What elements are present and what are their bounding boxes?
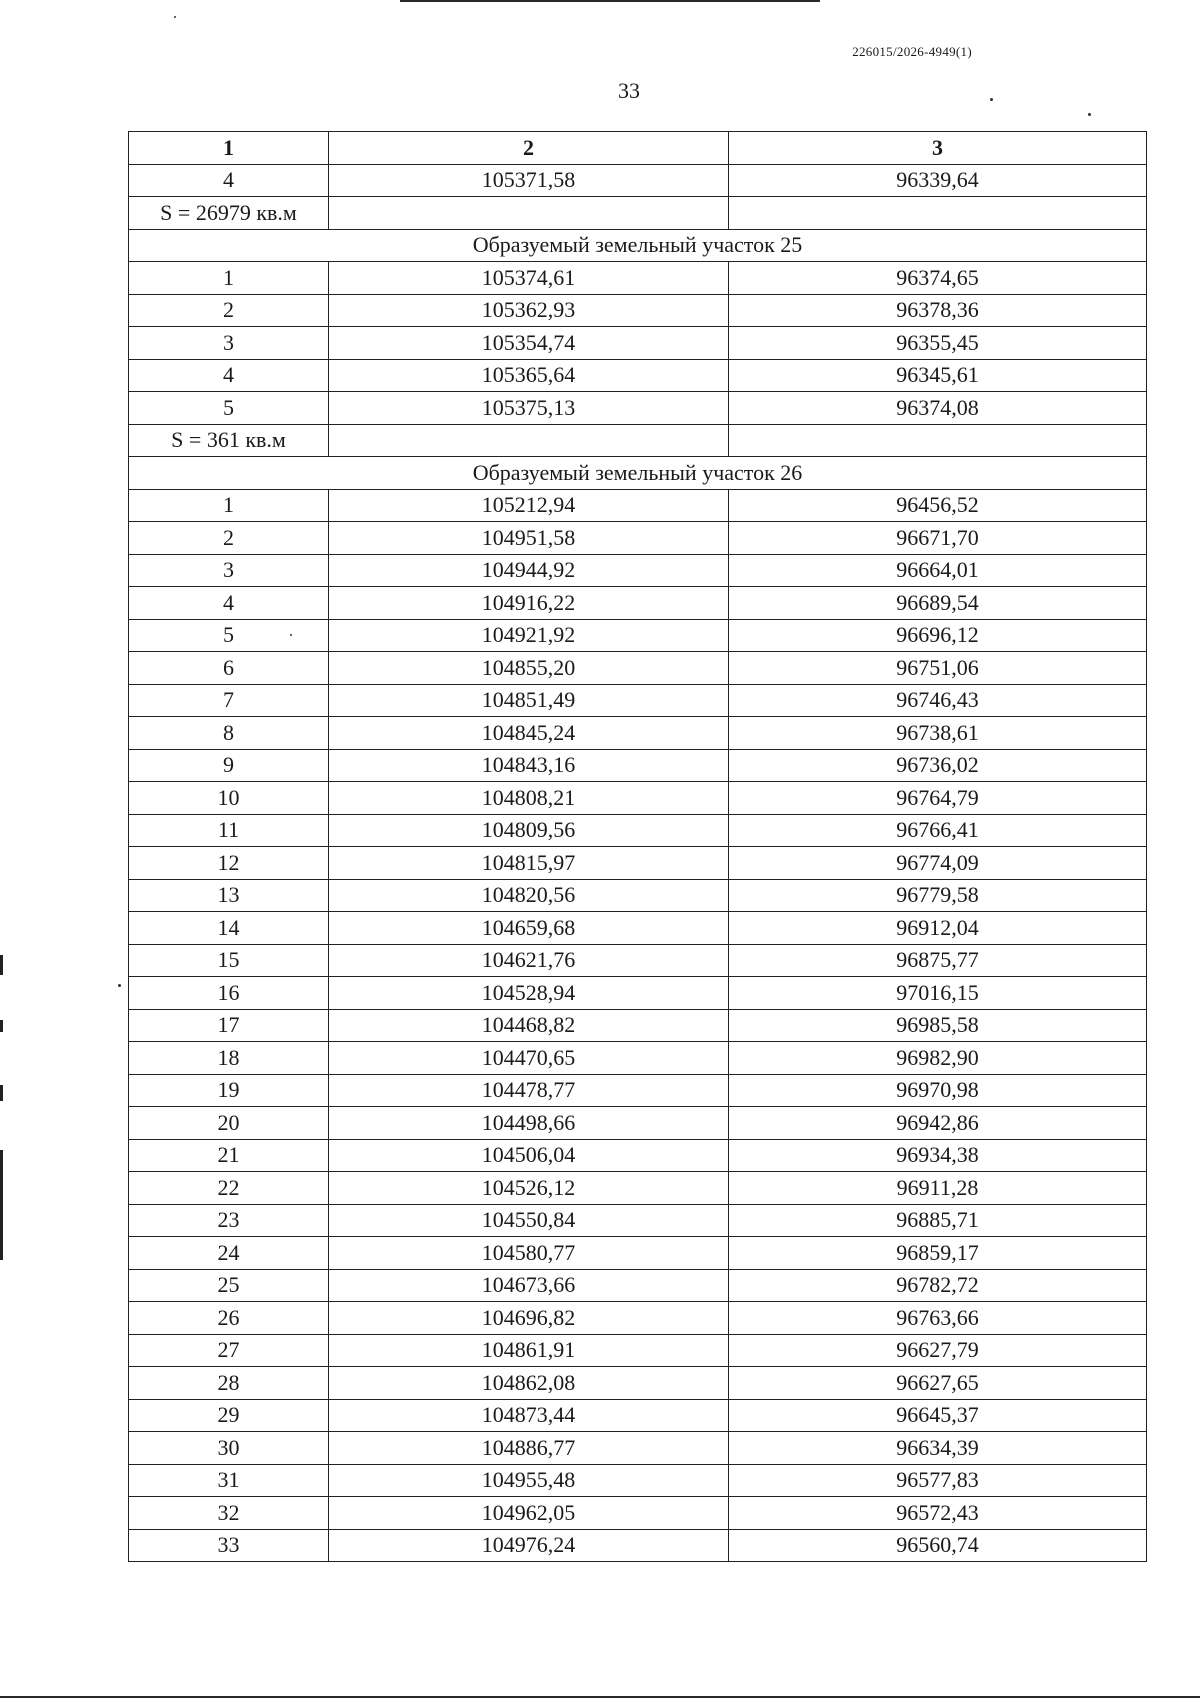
x-coordinate-cell: 104809,56: [329, 814, 729, 847]
y-coordinate-cell: 96738,61: [729, 717, 1147, 750]
table-row: [129, 1302, 1147, 1335]
bottom-border-line: [0, 1696, 1200, 1698]
scan-speck: [990, 98, 993, 101]
y-coordinate-cell: 96378,36: [729, 294, 1147, 327]
area-cell: S = 361 кв.м: [129, 424, 329, 457]
area-cell: S = 26979 кв.м: [129, 197, 329, 230]
x-coordinate-cell: 105371,58: [329, 164, 729, 197]
point-number-cell: 22: [129, 1172, 329, 1205]
scan-margin-mark: [0, 1085, 3, 1101]
x-coordinate-cell: 104478,77: [329, 1074, 729, 1107]
x-coordinate-cell: 104526,12: [329, 1172, 729, 1205]
column-header: 1: [129, 132, 329, 165]
point-number-cell: 14: [129, 912, 329, 945]
x-coordinate-cell: 104944,92: [329, 554, 729, 587]
table-header-row: [129, 132, 1147, 165]
table-row: [129, 717, 1147, 750]
table-row: [129, 1107, 1147, 1140]
y-coordinate-cell: 96345,61: [729, 359, 1147, 392]
x-coordinate-cell: 104696,82: [329, 1302, 729, 1335]
table-row: [129, 944, 1147, 977]
y-coordinate-cell: 96764,79: [729, 782, 1147, 815]
y-coordinate-cell: 96859,17: [729, 1237, 1147, 1270]
point-number-cell: 16: [129, 977, 329, 1010]
y-coordinate-cell: 96985,58: [729, 1009, 1147, 1042]
x-coordinate-cell: 104951,58: [329, 522, 729, 555]
table-row: [129, 587, 1147, 620]
point-number-cell: 30: [129, 1432, 329, 1465]
point-number-cell: 5: [129, 619, 329, 652]
table-row: [129, 619, 1147, 652]
point-number-cell: 10: [129, 782, 329, 815]
scan-margin-mark: [0, 1020, 3, 1032]
x-coordinate-cell: 104873,44: [329, 1399, 729, 1432]
y-coordinate-cell: 96689,54: [729, 587, 1147, 620]
x-coordinate-cell: 104815,97: [329, 847, 729, 880]
top-border-line: [400, 0, 820, 2]
point-number-cell: 12: [129, 847, 329, 880]
point-number-cell: 11: [129, 814, 329, 847]
empty-cell: [729, 197, 1147, 230]
y-coordinate-cell: 96766,41: [729, 814, 1147, 847]
y-coordinate-cell: 96374,08: [729, 392, 1147, 425]
table-row: [129, 1464, 1147, 1497]
y-coordinate-cell: 96970,98: [729, 1074, 1147, 1107]
point-number-cell: 18: [129, 1042, 329, 1075]
coordinates-table: [128, 131, 1147, 1562]
x-coordinate-cell: 104962,05: [329, 1497, 729, 1530]
y-coordinate-cell: 96736,02: [729, 749, 1147, 782]
point-number-cell: 2: [129, 522, 329, 555]
point-number-cell: 23: [129, 1204, 329, 1237]
x-coordinate-cell: 104470,65: [329, 1042, 729, 1075]
x-coordinate-cell: 104862,08: [329, 1367, 729, 1400]
point-number-cell: 8: [129, 717, 329, 750]
x-coordinate-cell: 104550,84: [329, 1204, 729, 1237]
x-coordinate-cell: 105362,93: [329, 294, 729, 327]
y-coordinate-cell: 96696,12: [729, 619, 1147, 652]
y-coordinate-cell: 96374,65: [729, 262, 1147, 295]
y-coordinate-cell: 96782,72: [729, 1269, 1147, 1302]
y-coordinate-cell: 96627,79: [729, 1334, 1147, 1367]
y-coordinate-cell: 96572,43: [729, 1497, 1147, 1530]
table-row: [129, 1367, 1147, 1400]
x-coordinate-cell: 104506,04: [329, 1139, 729, 1172]
empty-cell: [329, 424, 729, 457]
table-row: [129, 684, 1147, 717]
x-coordinate-cell: 104468,82: [329, 1009, 729, 1042]
section-title: Образуемый земельный участок 26: [129, 457, 1147, 490]
table-row: [129, 652, 1147, 685]
x-coordinate-cell: 104976,24: [329, 1529, 729, 1562]
point-number-cell: 5: [129, 392, 329, 425]
table-row: [129, 1042, 1147, 1075]
y-coordinate-cell: 96912,04: [729, 912, 1147, 945]
area-row: [129, 424, 1147, 457]
y-coordinate-cell: 96746,43: [729, 684, 1147, 717]
y-coordinate-cell: 96339,64: [729, 164, 1147, 197]
y-coordinate-cell: 96627,65: [729, 1367, 1147, 1400]
table-row: [129, 1009, 1147, 1042]
point-number-cell: 25: [129, 1269, 329, 1302]
point-number-cell: 24: [129, 1237, 329, 1270]
table-row: [129, 1497, 1147, 1530]
y-coordinate-cell: 97016,15: [729, 977, 1147, 1010]
table-row: [129, 164, 1147, 197]
x-coordinate-cell: 104921,92: [329, 619, 729, 652]
table-row: [129, 1529, 1147, 1562]
point-number-cell: 2: [129, 294, 329, 327]
x-coordinate-cell: 104528,94: [329, 977, 729, 1010]
point-number-cell: 13: [129, 879, 329, 912]
point-number-cell: 9: [129, 749, 329, 782]
y-coordinate-cell: 96885,71: [729, 1204, 1147, 1237]
section-title: Образуемый земельный участок 25: [129, 229, 1147, 262]
point-number-cell: 4: [129, 587, 329, 620]
y-coordinate-cell: 96645,37: [729, 1399, 1147, 1432]
scan-margin-mark: [0, 955, 3, 975]
area-row: [129, 197, 1147, 230]
y-coordinate-cell: 96911,28: [729, 1172, 1147, 1205]
table-row: [129, 879, 1147, 912]
table-row: [129, 912, 1147, 945]
y-coordinate-cell: 96355,45: [729, 327, 1147, 360]
point-number-cell: 3: [129, 554, 329, 587]
point-number-cell: 27: [129, 1334, 329, 1367]
x-coordinate-cell: 105374,61: [329, 262, 729, 295]
y-coordinate-cell: 96875,77: [729, 944, 1147, 977]
table-row: [129, 1269, 1147, 1302]
point-number-cell: 32: [129, 1497, 329, 1530]
y-coordinate-cell: 96664,01: [729, 554, 1147, 587]
point-number-cell: 33: [129, 1529, 329, 1562]
point-number-cell: 29: [129, 1399, 329, 1432]
table-row: [129, 782, 1147, 815]
point-number-cell: 15: [129, 944, 329, 977]
x-coordinate-cell: 104808,21: [329, 782, 729, 815]
point-number-cell: 6: [129, 652, 329, 685]
empty-cell: [329, 197, 729, 230]
x-coordinate-cell: 104843,16: [329, 749, 729, 782]
x-coordinate-cell: 105212,94: [329, 489, 729, 522]
point-number-cell: 17: [129, 1009, 329, 1042]
point-number-cell: 19: [129, 1074, 329, 1107]
section-title-row: [129, 457, 1147, 490]
column-header: 2: [329, 132, 729, 165]
point-number-cell: 7: [129, 684, 329, 717]
x-coordinate-cell: 104916,22: [329, 587, 729, 620]
table-row: [129, 1432, 1147, 1465]
y-coordinate-cell: 96982,90: [729, 1042, 1147, 1075]
x-coordinate-cell: 104955,48: [329, 1464, 729, 1497]
document-number: 226015/2026-4949(1): [852, 44, 972, 59]
x-coordinate-cell: 104498,66: [329, 1107, 729, 1140]
y-coordinate-cell: 96751,06: [729, 652, 1147, 685]
point-number-cell: 31: [129, 1464, 329, 1497]
table-row: [129, 749, 1147, 782]
y-coordinate-cell: 96779,58: [729, 879, 1147, 912]
x-coordinate-cell: 104845,24: [329, 717, 729, 750]
y-coordinate-cell: 96456,52: [729, 489, 1147, 522]
table-row: [129, 1334, 1147, 1367]
x-coordinate-cell: 105365,64: [329, 359, 729, 392]
empty-cell: [729, 424, 1147, 457]
y-coordinate-cell: 96934,38: [729, 1139, 1147, 1172]
table-body: [129, 164, 1147, 1562]
point-number-cell: 1: [129, 262, 329, 295]
x-coordinate-cell: 104673,66: [329, 1269, 729, 1302]
y-coordinate-cell: 96671,70: [729, 522, 1147, 555]
table-row: [129, 359, 1147, 392]
page-number: 33: [618, 78, 640, 103]
table-row: [129, 1237, 1147, 1270]
x-coordinate-cell: 104820,56: [329, 879, 729, 912]
point-number-cell: 20: [129, 1107, 329, 1140]
table-row: [129, 847, 1147, 880]
table-row: [129, 977, 1147, 1010]
point-number-cell: 4: [129, 164, 329, 197]
y-coordinate-cell: 96763,66: [729, 1302, 1147, 1335]
point-number-cell: 26: [129, 1302, 329, 1335]
table-row: [129, 1172, 1147, 1205]
scan-speck: [118, 984, 121, 987]
scan-speck: [1088, 113, 1091, 116]
column-header: 3: [729, 132, 1147, 165]
table-row: [129, 522, 1147, 555]
x-coordinate-cell: 104886,77: [329, 1432, 729, 1465]
table-row: [129, 814, 1147, 847]
y-coordinate-cell: 96577,83: [729, 1464, 1147, 1497]
table-row: [129, 327, 1147, 360]
x-coordinate-cell: 104621,76: [329, 944, 729, 977]
scan-speck: [174, 16, 176, 18]
point-number-cell: 1: [129, 489, 329, 522]
table-row: [129, 262, 1147, 295]
table-row: [129, 554, 1147, 587]
y-coordinate-cell: 96560,74: [729, 1529, 1147, 1562]
x-coordinate-cell: 104659,68: [329, 912, 729, 945]
y-coordinate-cell: 96942,86: [729, 1107, 1147, 1140]
table-row: [129, 1139, 1147, 1172]
x-coordinate-cell: 105375,13: [329, 392, 729, 425]
table-row: [129, 1074, 1147, 1107]
table-row: [129, 294, 1147, 327]
x-coordinate-cell: 104861,91: [329, 1334, 729, 1367]
table-row: [129, 489, 1147, 522]
point-number-cell: 28: [129, 1367, 329, 1400]
x-coordinate-cell: 104580,77: [329, 1237, 729, 1270]
table-row: [129, 1399, 1147, 1432]
section-title-row: [129, 229, 1147, 262]
y-coordinate-cell: 96634,39: [729, 1432, 1147, 1465]
point-number-cell: 4: [129, 359, 329, 392]
scan-margin-mark: [0, 1150, 3, 1260]
x-coordinate-cell: 104851,49: [329, 684, 729, 717]
point-number-cell: 3: [129, 327, 329, 360]
y-coordinate-cell: 96774,09: [729, 847, 1147, 880]
x-coordinate-cell: 105354,74: [329, 327, 729, 360]
x-coordinate-cell: 104855,20: [329, 652, 729, 685]
table-row: [129, 1204, 1147, 1237]
table-row: [129, 392, 1147, 425]
point-number-cell: 21: [129, 1139, 329, 1172]
